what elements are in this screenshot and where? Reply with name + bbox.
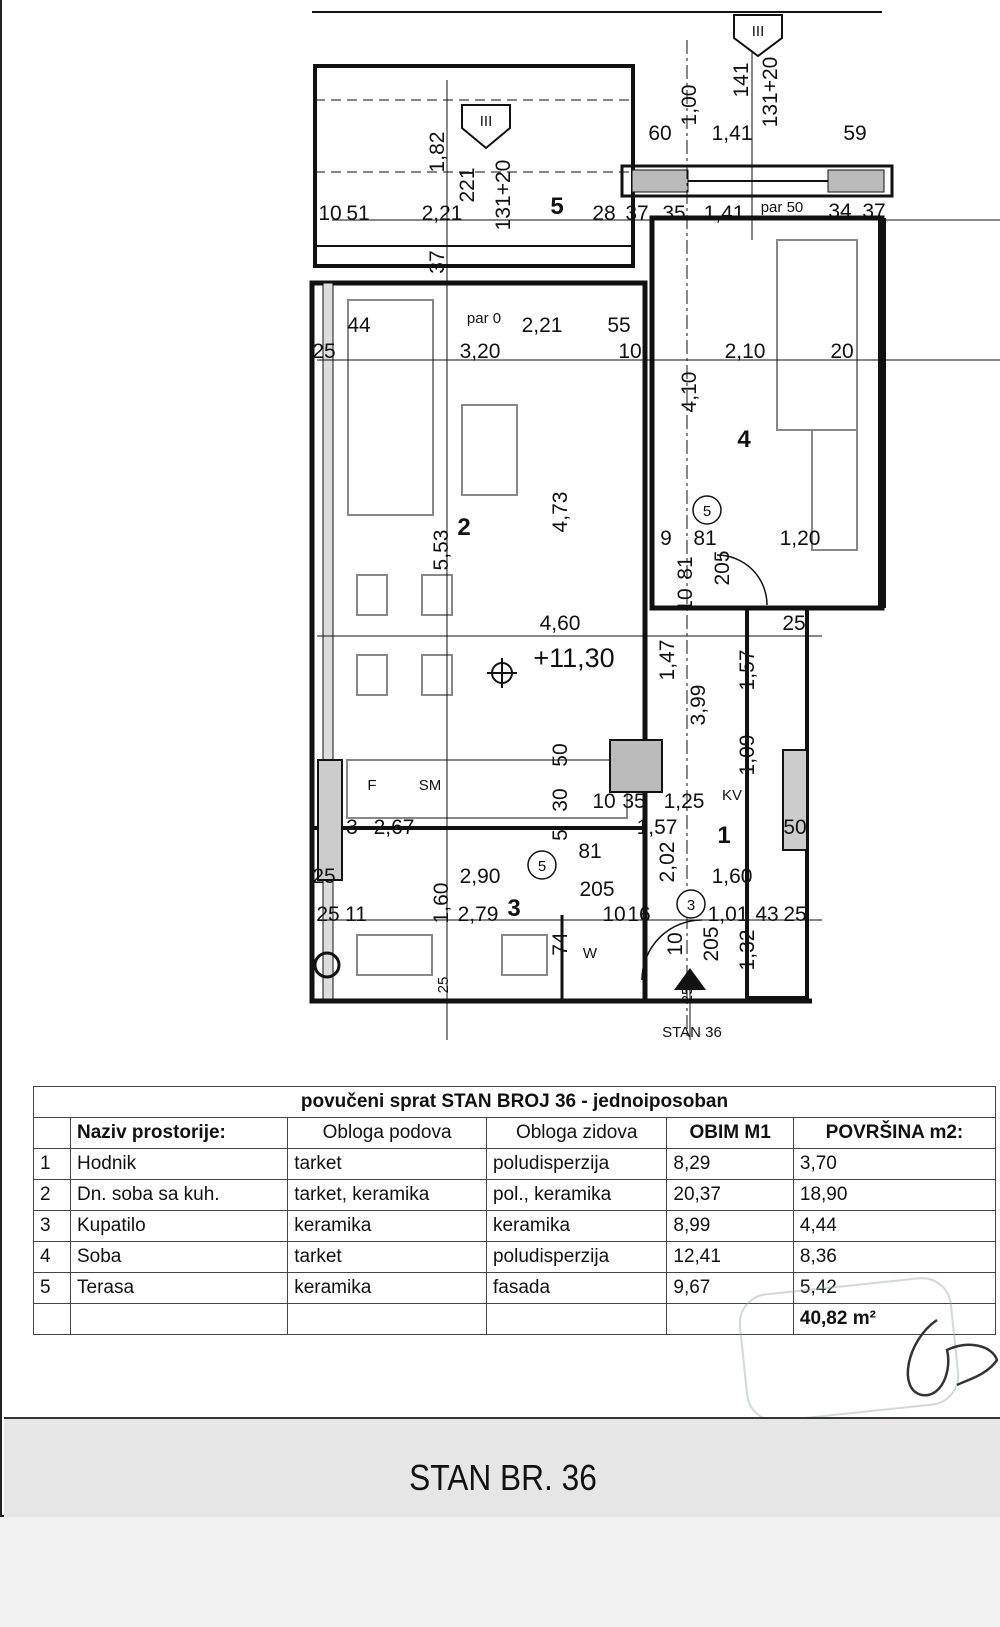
column-header-floor: Obloga podova xyxy=(288,1118,487,1149)
dimension: 1,47 xyxy=(656,639,679,681)
column-header-walls: Obloga zidova xyxy=(486,1118,666,1149)
dimension: 20 xyxy=(830,340,854,363)
perimeter-cell: 12,41 xyxy=(667,1242,794,1273)
dimension: 35 xyxy=(662,202,686,225)
floor-plan xyxy=(2,0,1000,1060)
area-cell: 4,44 xyxy=(793,1211,995,1242)
dimension: 9 xyxy=(660,527,672,550)
dimension: 1,41 xyxy=(711,122,753,145)
dimension: 4,73 xyxy=(549,491,572,533)
dimension: 1,00 xyxy=(678,84,701,126)
table-row xyxy=(34,1180,996,1211)
dimension: 50 xyxy=(549,743,572,767)
room-number: 1 xyxy=(717,822,731,849)
room-number-cell: 3 xyxy=(34,1211,71,1242)
walls-cell: keramika xyxy=(486,1211,666,1242)
dimension: 2,10 xyxy=(724,340,766,363)
dimension: 2,79 xyxy=(457,903,499,926)
section-marker-label: III xyxy=(479,113,493,130)
table-caption: povučeni sprat STAN BROJ 36 - jednoiposoban xyxy=(34,1087,996,1118)
apartment-title: STAN BR. 36 xyxy=(409,1457,597,1498)
walls-cell: pol., keramika xyxy=(486,1180,666,1211)
dimension: 81 xyxy=(693,527,717,550)
room-name-cell: Terasa xyxy=(71,1273,288,1304)
room-number-cell: 4 xyxy=(34,1242,71,1273)
walls-cell: poludisperzija xyxy=(486,1149,666,1180)
dimension: 55 xyxy=(607,314,631,337)
floor-cell: tarket xyxy=(288,1242,487,1273)
label: KV xyxy=(721,787,743,804)
dimension: 2,02 xyxy=(656,841,679,883)
dimension: 1,57 xyxy=(736,649,759,691)
dimension: 4,60 xyxy=(539,612,581,635)
dimension: 3,99 xyxy=(687,684,710,726)
title-block xyxy=(4,1417,1000,1517)
floor-cell: tarket, keramika xyxy=(288,1180,487,1211)
dimension: 205 xyxy=(700,926,723,962)
area-cell: 8,36 xyxy=(793,1242,995,1273)
area-cell: 3,70 xyxy=(793,1149,995,1180)
dimension: 1,41 xyxy=(703,202,745,225)
label: SM xyxy=(418,777,442,794)
room-name-cell: Soba xyxy=(71,1242,288,1273)
dimension: 3 xyxy=(346,816,358,839)
dimension: 10 xyxy=(618,340,642,363)
label: par 0 xyxy=(466,310,502,327)
column-header-area: POVRŠINA m2: xyxy=(793,1118,995,1149)
room-number: 2 xyxy=(457,514,471,541)
dimension: 1,25 xyxy=(663,790,705,813)
dimension: 1,20 xyxy=(779,527,821,550)
dimension: 60 xyxy=(648,122,672,145)
dimension: 16 xyxy=(627,903,651,926)
dimension: 25 xyxy=(782,612,806,635)
section-marker-label: III xyxy=(751,23,765,40)
room-number: 5 xyxy=(550,193,564,220)
dimension: 37 xyxy=(426,250,449,274)
dimension: 221 xyxy=(456,167,479,203)
dimension: 141 xyxy=(730,62,753,98)
dimension: 4,10 xyxy=(678,371,701,413)
walls-cell: poludisperzija xyxy=(486,1242,666,1273)
dimension: 25 xyxy=(316,903,340,926)
perimeter-cell: 20,37 xyxy=(667,1180,794,1211)
dimension: 2,90 xyxy=(459,865,501,888)
dimension: 59 xyxy=(843,122,867,145)
dimension: 131+20 xyxy=(759,56,782,128)
signature xyxy=(897,1300,1000,1410)
shaft-hatch xyxy=(610,740,662,792)
dimension: 1,60 xyxy=(711,865,753,888)
perimeter-cell: 8,99 xyxy=(667,1211,794,1242)
dimension: 51 xyxy=(346,202,370,225)
dimension: 25 xyxy=(312,340,336,363)
room-number-cell: 5 xyxy=(34,1273,71,1304)
dimension: 44 xyxy=(347,314,371,337)
walls-cell: fasada xyxy=(486,1273,666,1304)
total-area-cell: 40,82 m² xyxy=(793,1304,995,1335)
dimension: 34 xyxy=(828,200,852,223)
room-number: 4 xyxy=(737,426,751,453)
column-header-number xyxy=(34,1118,71,1149)
dimension: 10 xyxy=(602,903,626,926)
room-name-cell: Hodnik xyxy=(71,1149,288,1180)
dimension: 10 xyxy=(318,202,342,225)
label: par 50 xyxy=(760,199,804,216)
apartment-reference: STAN 36 xyxy=(662,1024,722,1041)
dimension: 35 xyxy=(622,790,646,813)
dimension: 11 xyxy=(345,903,367,926)
perimeter-cell: 8,29 xyxy=(667,1149,794,1180)
dimension: 81 xyxy=(578,840,602,863)
table-header-row xyxy=(34,1118,996,1149)
dimension: 1,09 xyxy=(736,734,759,776)
dimension: 2,21 xyxy=(421,202,463,225)
room-name-cell: Kupatilo xyxy=(71,1211,288,1242)
dimension: 10 xyxy=(592,790,616,813)
floor-plan-drawing xyxy=(2,0,1000,1060)
door-marker-label: 5 xyxy=(537,858,547,875)
dimension: 25 xyxy=(435,976,452,994)
dimension: 37 xyxy=(625,202,649,225)
dimension: 10 xyxy=(664,932,687,956)
dimension: 37 xyxy=(862,200,886,223)
area-cell: 18,90 xyxy=(793,1180,995,1211)
dimension: 50 xyxy=(783,816,807,839)
column-header-room-name: Naziv prostorije: xyxy=(71,1118,288,1149)
room-number-cell: 2 xyxy=(34,1180,71,1211)
table-row xyxy=(34,1149,996,1180)
column-header-perimeter: OBIM M1 xyxy=(667,1118,794,1149)
table-row xyxy=(34,1211,996,1242)
dimension: 131+20 xyxy=(492,159,515,231)
dimension: 10 xyxy=(674,588,697,612)
table-row xyxy=(34,1242,996,1273)
room-name-cell: Dn. soba sa kuh. xyxy=(71,1180,288,1211)
dimension: 25 xyxy=(312,865,336,888)
dimension: 205 xyxy=(579,878,615,901)
floor-cell: keramika xyxy=(288,1211,487,1242)
dimension: 2,67 xyxy=(373,816,415,839)
floor-cell: tarket xyxy=(288,1149,487,1180)
level-mark: +11,30 xyxy=(533,643,615,673)
dimension: 43 xyxy=(755,903,779,926)
label: W xyxy=(582,945,598,962)
dimension: 74 xyxy=(549,932,572,956)
dimension: 5 xyxy=(549,829,572,841)
dimension: 28 xyxy=(592,202,616,225)
label: F xyxy=(367,777,377,794)
dimension: 30 xyxy=(549,788,572,812)
dimension: 3,20 xyxy=(459,340,501,363)
door-marker-label: 3 xyxy=(686,897,696,914)
dimension: 1,82 xyxy=(426,131,449,173)
dimension: 1,01 xyxy=(707,903,749,926)
dimension: 2,21 xyxy=(521,314,563,337)
dimension: 205 xyxy=(711,550,734,586)
dimension: 5,53 xyxy=(430,529,453,571)
dimension: 81 xyxy=(674,556,697,580)
dimension: 1,60 xyxy=(430,882,453,924)
dimension: 1,32 xyxy=(736,929,759,971)
room-number-cell: 1 xyxy=(34,1149,71,1180)
door-marker-label: 5 xyxy=(702,503,712,520)
room-number: 3 xyxy=(507,895,521,922)
dimension: 25 xyxy=(783,903,807,926)
dimension: 1,57 xyxy=(636,816,678,839)
perimeter-cell: 9,67 xyxy=(667,1273,794,1304)
area-cell: 5,42 xyxy=(793,1273,995,1304)
dimension: 25 xyxy=(679,986,696,1004)
floor-cell: keramika xyxy=(288,1273,487,1304)
terrace-outline xyxy=(315,66,633,266)
